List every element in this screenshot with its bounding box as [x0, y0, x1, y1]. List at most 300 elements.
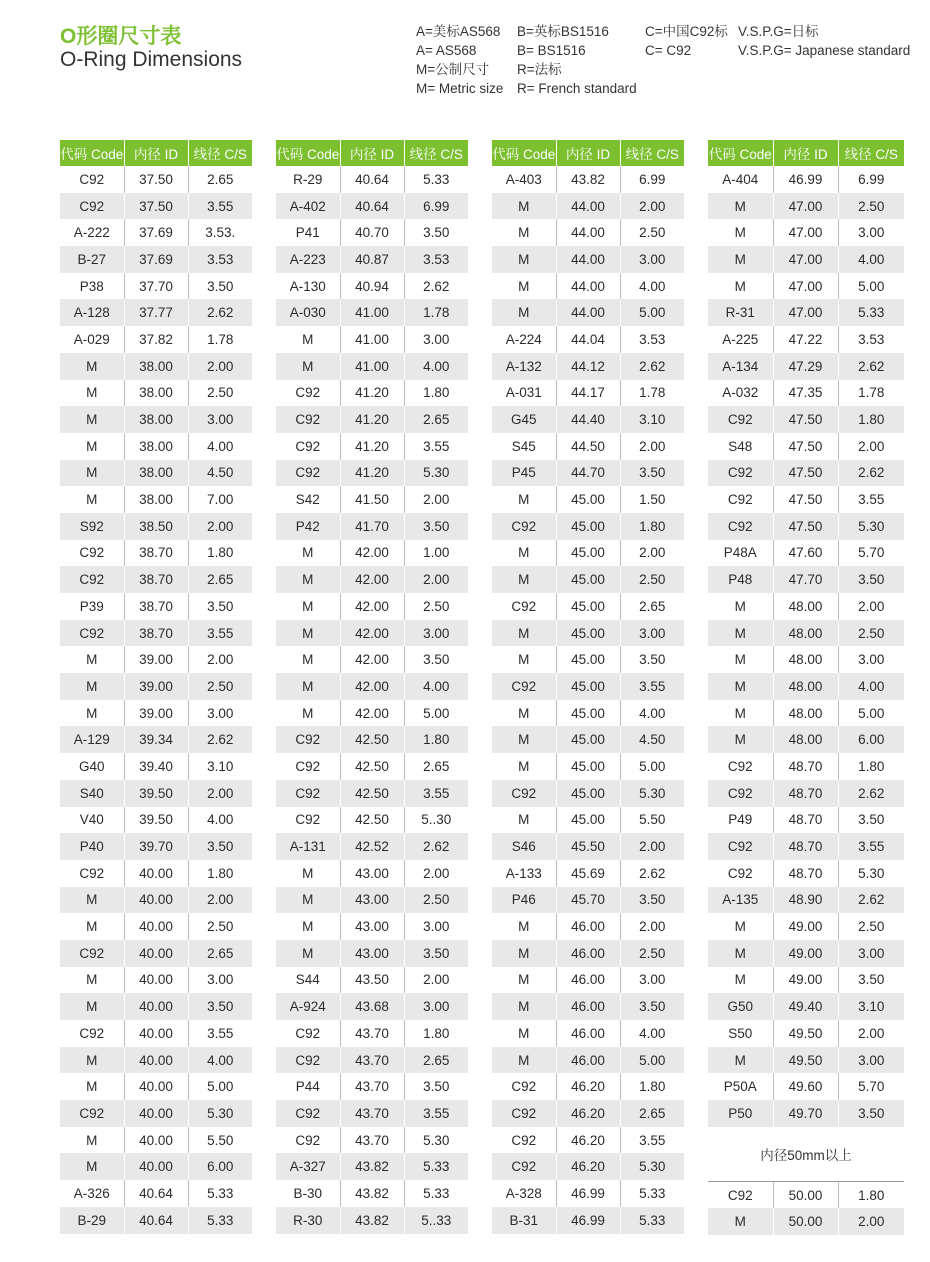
cross-section-cell: 5.33 [620, 1180, 684, 1207]
code-cell: M [492, 566, 556, 593]
table-row [708, 566, 904, 593]
code-cell: M [276, 540, 340, 567]
inner-diameter-cell: 47.35 [773, 380, 838, 407]
table-row [276, 166, 468, 193]
table-row [60, 273, 252, 300]
cross-section-cell: 2.50 [188, 380, 252, 407]
code-cell: M [60, 646, 124, 673]
inner-diameter-cell: 41.20 [340, 460, 404, 487]
legend-line: A= AS568 [416, 43, 477, 58]
code-cell: M [60, 353, 124, 380]
code-cell: C92 [60, 193, 124, 220]
table-row [60, 673, 252, 700]
table-row [492, 833, 684, 860]
inner-diameter-cell: 38.00 [124, 460, 188, 487]
cross-section-cell: 2.65 [188, 940, 252, 967]
cross-section-cell: 2.65 [188, 566, 252, 593]
cross-section-cell: 3.50 [620, 460, 684, 487]
code-cell: C92 [60, 1020, 124, 1047]
inner-diameter-cell: 40.00 [124, 1047, 188, 1074]
code-cell: A-133 [492, 860, 556, 887]
inner-diameter-cell: 49.00 [773, 940, 838, 967]
cross-section-cell: 5.30 [620, 1153, 684, 1180]
code-cell: C92 [492, 593, 556, 620]
code-cell: C92 [276, 807, 340, 834]
inner-diameter-cell: 47.50 [773, 433, 838, 460]
code-cell: P48A [708, 540, 773, 567]
table-row [492, 967, 684, 994]
inner-diameter-cell: 42.50 [340, 726, 404, 753]
inner-diameter-cell: 47.60 [773, 540, 838, 567]
table-row [60, 993, 252, 1020]
cross-section-cell: 2.00 [620, 913, 684, 940]
cross-section-cell: 2.50 [404, 593, 468, 620]
cross-section-cell: 2.00 [188, 513, 252, 540]
cross-section-cell: 2.00 [620, 540, 684, 567]
code-cell: M [492, 299, 556, 326]
cross-section-cell: 4.00 [838, 246, 904, 273]
inner-diameter-cell: 40.64 [124, 1207, 188, 1234]
code-cell: M [492, 913, 556, 940]
table-row [708, 780, 904, 807]
inner-diameter-cell: 47.50 [773, 513, 838, 540]
table-row [492, 1047, 684, 1074]
inner-diameter-cell: 40.00 [124, 967, 188, 994]
table-header-row [60, 140, 252, 166]
code-cell: M [276, 887, 340, 914]
inner-diameter-cell: 47.00 [773, 219, 838, 246]
code-cell: C92 [708, 860, 773, 887]
table-row [708, 353, 904, 380]
cross-section-cell: 2.65 [188, 166, 252, 193]
table-row [708, 273, 904, 300]
inner-diameter-cell: 46.99 [773, 166, 838, 193]
column-header-code: 代码 Code [276, 140, 340, 166]
inner-diameter-cell: 38.00 [124, 380, 188, 407]
table-row [276, 326, 468, 353]
cross-section-cell: 2.00 [620, 833, 684, 860]
inner-diameter-cell: 42.00 [340, 673, 404, 700]
cross-section-cell: 1.80 [188, 860, 252, 887]
cross-section-cell: 6.99 [620, 166, 684, 193]
inner-diameter-cell: 44.40 [556, 406, 620, 433]
code-cell: S50 [708, 1020, 773, 1047]
cross-section-cell: 2.00 [404, 566, 468, 593]
table-row [276, 780, 468, 807]
code-cell: A-404 [708, 166, 773, 193]
code-cell: M [708, 593, 773, 620]
code-cell: A-402 [276, 193, 340, 220]
inner-diameter-cell: 40.00 [124, 1073, 188, 1100]
inner-diameter-cell: 43.00 [340, 940, 404, 967]
cross-section-cell: 2.00 [838, 433, 904, 460]
inner-diameter-cell: 47.22 [773, 326, 838, 353]
code-cell: C92 [708, 406, 773, 433]
inner-diameter-cell: 37.50 [124, 193, 188, 220]
cross-section-cell: 5..33 [404, 1207, 468, 1234]
inner-diameter-cell: 40.00 [124, 1153, 188, 1180]
cross-section-cell: 7.00 [188, 486, 252, 513]
cross-section-cell: 3.55 [188, 193, 252, 220]
cross-section-cell: 5.70 [838, 1073, 904, 1100]
table-row [492, 433, 684, 460]
inner-diameter-cell: 40.00 [124, 887, 188, 914]
code-cell: M [276, 673, 340, 700]
code-cell: C92 [276, 1020, 340, 1047]
inner-diameter-cell: 42.52 [340, 833, 404, 860]
cross-section-cell: 5.00 [838, 273, 904, 300]
legend-line: A=美标AS568 [416, 24, 501, 39]
dimension-table-2 [276, 140, 468, 1234]
cross-section-cell: 3.10 [188, 753, 252, 780]
code-cell: M [276, 593, 340, 620]
code-cell: C92 [60, 620, 124, 647]
code-cell: R-31 [708, 299, 773, 326]
code-cell: B-30 [276, 1180, 340, 1207]
cross-section-cell: 5.33 [404, 1180, 468, 1207]
code-cell: M [492, 753, 556, 780]
table-row [60, 726, 252, 753]
cross-section-cell: 5.33 [404, 1153, 468, 1180]
code-cell: R-29 [276, 166, 340, 193]
legend-line: V.S.P.G=日标 [738, 24, 819, 39]
cross-section-cell: 5.00 [620, 753, 684, 780]
code-cell: B-27 [60, 246, 124, 273]
table-row [60, 219, 252, 246]
cross-section-cell: 3.50 [188, 993, 252, 1020]
table-row [708, 513, 904, 540]
cross-section-cell: 3.53. [188, 219, 252, 246]
cross-section-cell: 2.62 [620, 860, 684, 887]
table-row [708, 406, 904, 433]
cross-section-cell: 1.80 [620, 513, 684, 540]
inner-diameter-cell: 46.99 [556, 1207, 620, 1234]
inner-diameter-cell: 46.20 [556, 1127, 620, 1154]
code-cell: B-31 [492, 1207, 556, 1234]
table-row [492, 353, 684, 380]
table-row [492, 460, 684, 487]
code-cell: M [492, 940, 556, 967]
code-cell: P50 [708, 1100, 773, 1127]
inner-diameter-cell: 42.00 [340, 566, 404, 593]
table-row [708, 1181, 904, 1208]
cross-section-cell: 2.50 [620, 566, 684, 593]
legend-line: C=中国C92标 [645, 24, 728, 39]
table-row [276, 700, 468, 727]
inner-diameter-cell: 43.70 [340, 1047, 404, 1074]
cross-section-cell: 5.70 [838, 540, 904, 567]
cross-section-cell: 3.00 [620, 620, 684, 647]
cross-section-cell: 4.00 [838, 673, 904, 700]
cross-section-cell: 2.50 [188, 913, 252, 940]
table-row [60, 566, 252, 593]
table-row [492, 193, 684, 220]
table-row [276, 967, 468, 994]
table-row [708, 1047, 904, 1074]
column-header-cs: 线径 C/S [620, 140, 684, 166]
code-cell: M [276, 860, 340, 887]
cross-section-cell: 6.99 [838, 166, 904, 193]
table-row [708, 593, 904, 620]
code-cell: C92 [492, 1073, 556, 1100]
cross-section-cell: 3.00 [404, 620, 468, 647]
table-row [492, 326, 684, 353]
code-cell: M [492, 219, 556, 246]
page-title-cn: O形圈尺寸表 [60, 25, 182, 48]
cross-section-cell: 5.33 [838, 299, 904, 326]
table-row [276, 460, 468, 487]
code-cell: P50A [708, 1073, 773, 1100]
dimension-table-3 [492, 140, 684, 1234]
table-row [60, 1207, 252, 1234]
table-row [60, 967, 252, 994]
cross-section-cell: 1.80 [620, 1073, 684, 1100]
table-row [276, 540, 468, 567]
cross-section-cell: 3.50 [620, 646, 684, 673]
cross-section-cell: 3.00 [620, 967, 684, 994]
cross-section-cell: 3.00 [188, 700, 252, 727]
table-row [276, 1153, 468, 1180]
inner-diameter-cell: 38.00 [124, 486, 188, 513]
table-row [276, 513, 468, 540]
table-row [60, 540, 252, 567]
table-row [492, 913, 684, 940]
code-cell: C92 [276, 1100, 340, 1127]
table-row [708, 753, 904, 780]
code-cell: M [60, 460, 124, 487]
table-row [60, 1020, 252, 1047]
table-row [276, 1073, 468, 1100]
inner-diameter-cell: 47.50 [773, 406, 838, 433]
inner-diameter-cell: 47.50 [773, 460, 838, 487]
table-row [492, 673, 684, 700]
table-row [60, 753, 252, 780]
code-cell: C92 [492, 1100, 556, 1127]
code-cell: C92 [276, 406, 340, 433]
column-header-code: 代码 Code [492, 140, 556, 166]
inner-diameter-cell: 45.00 [556, 486, 620, 513]
table-row [276, 273, 468, 300]
code-cell: M [60, 673, 124, 700]
code-cell: P44 [276, 1073, 340, 1100]
cross-section-cell: 2.62 [620, 353, 684, 380]
legend-col-2 [517, 22, 637, 98]
cross-section-cell: 3.50 [188, 833, 252, 860]
cross-section-cell: 2.65 [404, 406, 468, 433]
cross-section-cell: 2.50 [620, 219, 684, 246]
code-cell: A-029 [60, 326, 124, 353]
inner-diameter-cell: 49.50 [773, 1047, 838, 1074]
cross-section-cell: 2.65 [620, 593, 684, 620]
inner-diameter-cell: 41.70 [340, 513, 404, 540]
inner-diameter-cell: 43.70 [340, 1127, 404, 1154]
table-row [276, 246, 468, 273]
cross-section-cell: 2.00 [404, 967, 468, 994]
cross-section-cell: 5.33 [404, 166, 468, 193]
code-cell: A-132 [492, 353, 556, 380]
code-cell: M [492, 1047, 556, 1074]
code-cell: M [60, 700, 124, 727]
inner-diameter-cell: 40.94 [340, 273, 404, 300]
cross-section-cell: 5..30 [404, 807, 468, 834]
code-cell: M [708, 726, 773, 753]
code-cell: P39 [60, 593, 124, 620]
code-cell: M [492, 193, 556, 220]
inner-diameter-cell: 49.60 [773, 1073, 838, 1100]
table-row [708, 540, 904, 567]
inner-diameter-cell: 38.50 [124, 513, 188, 540]
table-row [276, 860, 468, 887]
table-row [60, 887, 252, 914]
cross-section-cell: 2.62 [188, 299, 252, 326]
cross-section-cell: 3.55 [188, 1020, 252, 1047]
inner-diameter-cell: 40.00 [124, 860, 188, 887]
table-row [708, 993, 904, 1020]
code-cell: C92 [708, 1181, 773, 1208]
cross-section-cell: 2.00 [188, 780, 252, 807]
table-row [708, 646, 904, 673]
code-cell: P49 [708, 807, 773, 834]
code-cell: M [492, 646, 556, 673]
code-cell: V40 [60, 807, 124, 834]
code-cell: M [708, 940, 773, 967]
cross-section-cell: 5.33 [188, 1207, 252, 1234]
code-cell: M [492, 700, 556, 727]
cross-section-cell: 2.00 [620, 433, 684, 460]
table-row [492, 380, 684, 407]
cross-section-cell: 2.00 [620, 193, 684, 220]
table-row [492, 860, 684, 887]
cross-section-cell: 2.50 [838, 193, 904, 220]
code-cell: M [492, 620, 556, 647]
inner-diameter-cell: 39.40 [124, 753, 188, 780]
cross-section-cell: 2.00 [404, 860, 468, 887]
inner-diameter-cell: 42.00 [340, 646, 404, 673]
cross-section-cell: 4.00 [188, 433, 252, 460]
code-cell: C92 [708, 833, 773, 860]
cross-section-cell: 3.50 [188, 273, 252, 300]
cross-section-cell: 3.55 [188, 620, 252, 647]
cross-section-cell: 3.00 [838, 1047, 904, 1074]
table-row [492, 1100, 684, 1127]
table-row [708, 1100, 904, 1127]
cross-section-cell: 3.50 [404, 646, 468, 673]
inner-diameter-cell: 37.70 [124, 273, 188, 300]
cross-section-cell: 3.50 [404, 1073, 468, 1100]
code-cell: C92 [276, 753, 340, 780]
cross-section-cell: 2.65 [620, 1100, 684, 1127]
inner-diameter-cell: 47.00 [773, 246, 838, 273]
cross-section-cell: 3.53 [404, 246, 468, 273]
table-row [276, 380, 468, 407]
legend-line: C= C92 [645, 43, 692, 58]
legend-line: M=公制尺寸 [416, 62, 490, 77]
table-row [60, 1127, 252, 1154]
code-cell: B-29 [60, 1207, 124, 1234]
inner-diameter-cell: 49.00 [773, 913, 838, 940]
inner-diameter-cell: 48.00 [773, 646, 838, 673]
inner-diameter-cell: 41.50 [340, 486, 404, 513]
table-row [492, 620, 684, 647]
table-row [276, 193, 468, 220]
code-cell: A-225 [708, 326, 773, 353]
code-cell: M [708, 219, 773, 246]
table-row [60, 593, 252, 620]
code-cell: M [60, 1047, 124, 1074]
code-cell: S42 [276, 486, 340, 513]
cross-section-cell: 1.80 [838, 1181, 904, 1208]
inner-diameter-cell: 45.00 [556, 540, 620, 567]
inner-diameter-cell: 48.00 [773, 700, 838, 727]
inner-diameter-cell: 39.00 [124, 673, 188, 700]
page-title-en: O-Ring Dimensions [60, 48, 243, 71]
legend-line: V.S.P.G= Japanese standard [738, 43, 911, 58]
table-row [60, 1100, 252, 1127]
cross-section-cell: 1.00 [404, 540, 468, 567]
code-cell: M [492, 273, 556, 300]
table-row [276, 593, 468, 620]
code-cell: M [708, 1047, 773, 1074]
code-cell: A-031 [492, 380, 556, 407]
inner-diameter-cell: 37.82 [124, 326, 188, 353]
inner-diameter-cell: 46.00 [556, 967, 620, 994]
code-cell: M [60, 913, 124, 940]
code-cell: A-328 [492, 1180, 556, 1207]
table-row [708, 807, 904, 834]
code-cell: M [276, 700, 340, 727]
cross-section-cell: 3.55 [620, 1127, 684, 1154]
table-row [708, 1073, 904, 1100]
inner-diameter-cell: 45.00 [556, 566, 620, 593]
note-over-50mm: 内径50mm以上 [708, 1127, 904, 1182]
table-row [708, 1208, 904, 1235]
inner-diameter-cell: 44.04 [556, 326, 620, 353]
inner-diameter-cell: 40.00 [124, 993, 188, 1020]
inner-diameter-cell: 40.00 [124, 1020, 188, 1047]
inner-diameter-cell: 38.00 [124, 406, 188, 433]
cross-section-cell: 3.00 [620, 246, 684, 273]
code-cell: C92 [492, 1127, 556, 1154]
table-row [492, 1020, 684, 1047]
inner-diameter-cell: 47.00 [773, 299, 838, 326]
code-cell: C92 [276, 1047, 340, 1074]
table-row [276, 353, 468, 380]
inner-diameter-cell: 43.82 [340, 1153, 404, 1180]
code-cell: G50 [708, 993, 773, 1020]
table-row [708, 673, 904, 700]
cross-section-cell: 2.00 [188, 887, 252, 914]
inner-diameter-cell: 44.00 [556, 193, 620, 220]
legend-col-1 [416, 22, 503, 98]
inner-diameter-cell: 41.20 [340, 380, 404, 407]
inner-diameter-cell: 48.90 [773, 887, 838, 914]
legend-col-4 [738, 22, 910, 60]
code-cell: C92 [708, 460, 773, 487]
table-row [60, 913, 252, 940]
cross-section-cell: 1.78 [620, 380, 684, 407]
cross-section-cell: 2.50 [404, 887, 468, 914]
code-cell: M [708, 620, 773, 647]
cross-section-cell: 5.30 [838, 860, 904, 887]
dimension-table-4 [708, 140, 904, 1235]
cross-section-cell: 2.00 [838, 1020, 904, 1047]
inner-diameter-cell: 46.00 [556, 993, 620, 1020]
table-row [60, 1047, 252, 1074]
inner-diameter-cell: 39.70 [124, 833, 188, 860]
code-cell: A-224 [492, 326, 556, 353]
inner-diameter-cell: 45.00 [556, 780, 620, 807]
table-row [276, 1100, 468, 1127]
